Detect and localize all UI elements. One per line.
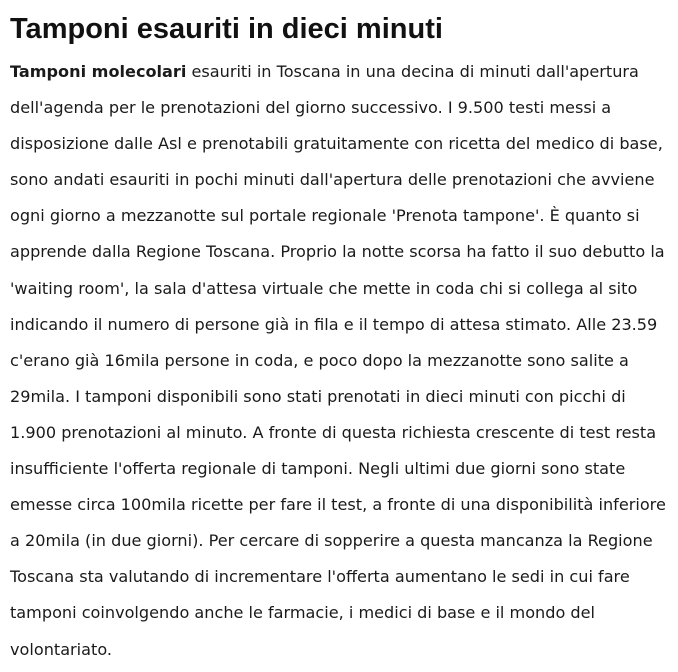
article-title: Tamponi esauriti in dieci minuti xyxy=(10,13,443,45)
article-body-text: esauriti in Toscana in una decina di minuti dall'apertura dell'agenda per le prenotazioni del giorno successivo. I 9.500 testi messi a disposizione dalle Asl e prenotabili gratuitamente con ricetta del medico di base, sono andati esauriti in pochi minuti dall'apertura delle prenotazioni che avviene ogni giorno a mezzanotte sul portale regionale 'Prenota tampone'. È quanto si apprende dalla Regione Toscana. Proprio la notte scorsa ha fatto il suo debutto la 'waiting room', la sala d'attesa virtuale che mette in coda chi si collega al sito indicando il numero di persone già in fila e il tempo di attesa stimato. Alle 23.59 c'erano già 16mila persone in coda, e poco dopo la mezzanotte sono salite a 29mila. I tamponi disponibili sono stati prenotati in dieci minuti con picchi di 1.900 prenotazioni al minuto. A fronte di questa richiesta crescente di test resta insufficiente l'offerta regionale di tamponi. Negli ultimi due giorni sono state emesse circa 100mila ricette per fare il test, a fronte di una disponibilità inferiore a 20mila (in due giorni). Per cercare di sopperire a questa mancanza la Regione Toscana sta valutando di incrementare l'offerta aumentano le sedi in cui fare tamponi coinvolgendo anche le farmacie, i medici di base e il mondo del volontariato. xyxy=(10,62,666,659)
article xyxy=(10,4,672,668)
article-lead-bold: Tamponi molecolari xyxy=(10,62,187,81)
article-body xyxy=(10,54,672,668)
